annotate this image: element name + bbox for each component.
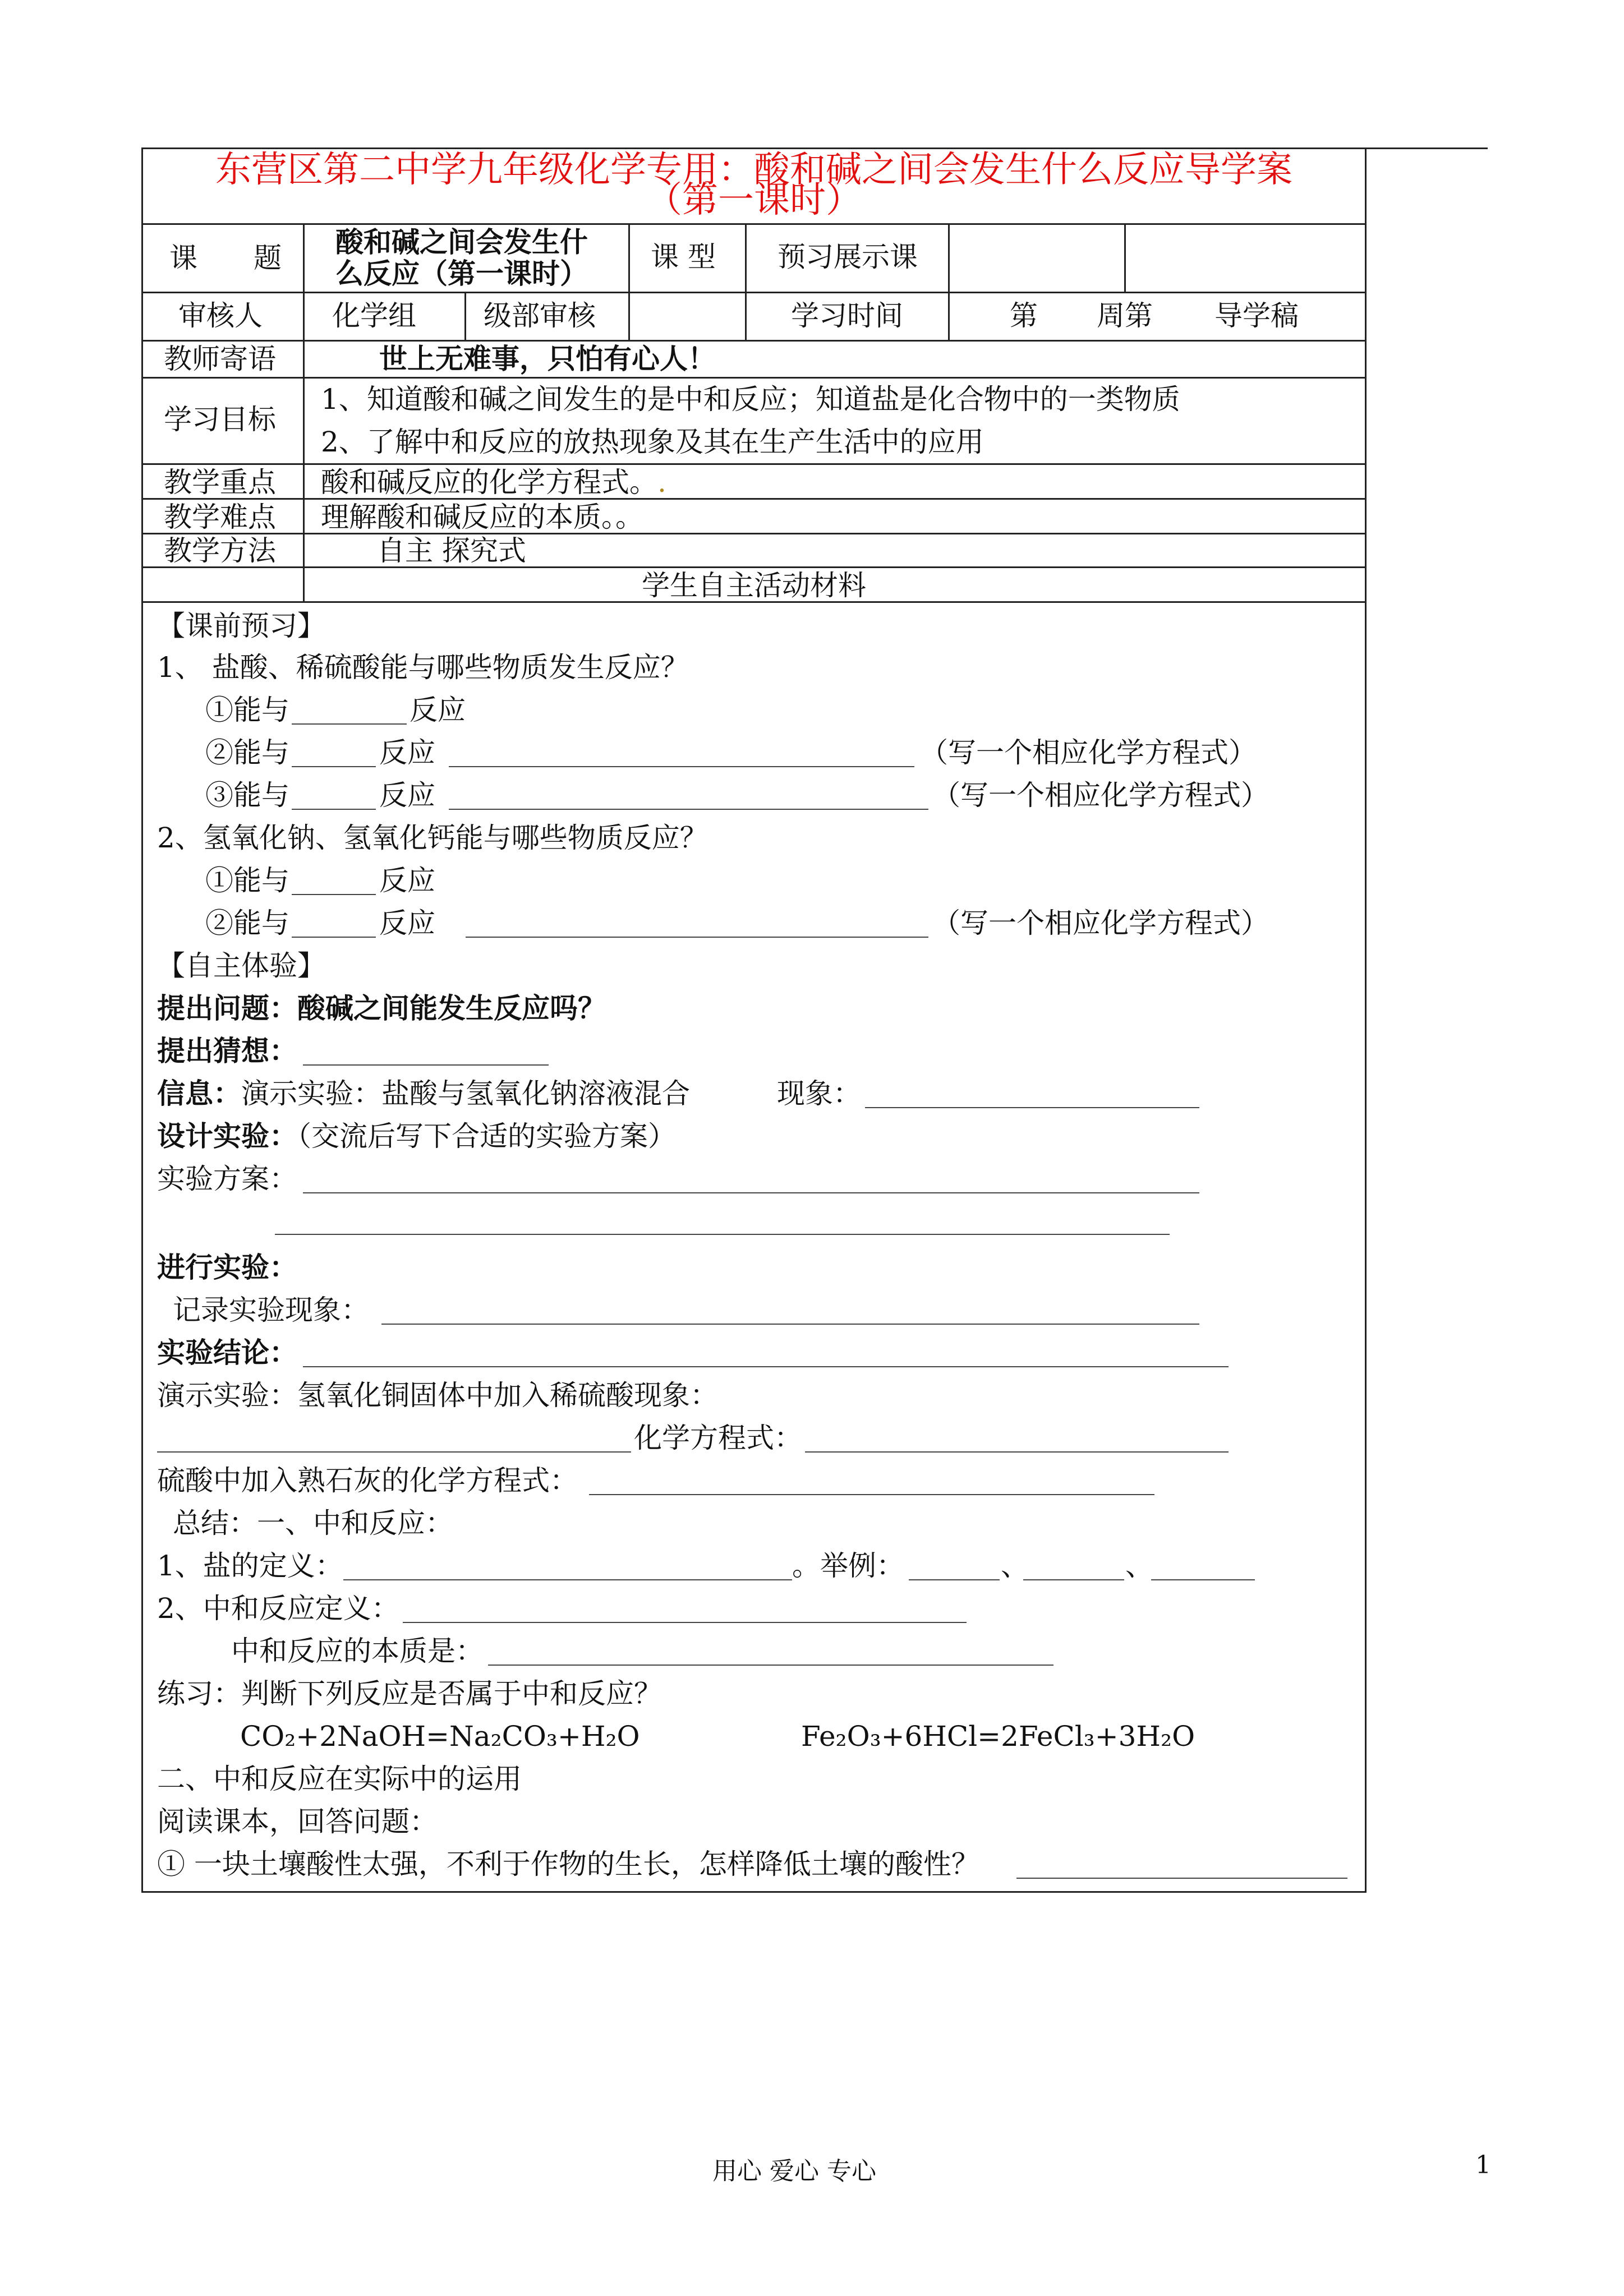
grid-line (464, 292, 466, 340)
blank-line[interactable] (488, 1665, 1053, 1666)
difficulty-value: 理解酸和碱反应的本质。。 (321, 501, 643, 533)
neutralization-definition-label: 2、中和反应定义： (157, 1592, 399, 1625)
blank-line[interactable] (1016, 1878, 1347, 1879)
key-point-value: 酸和碱反应的化学方程式。. (321, 466, 666, 499)
page-number: 1 (1475, 2151, 1491, 2179)
equation-1: CO₂+2NaOH=Na₂CO₃+H₂O (240, 1720, 640, 1753)
goals-label: 学习目标 (164, 403, 276, 436)
grid-line (141, 340, 1367, 342)
practice-question: 练习：判断下列反应是否属于中和反应？ (157, 1677, 662, 1710)
reviewer-value: 化学组 (332, 299, 416, 332)
blank-line[interactable] (303, 1192, 1199, 1193)
design-line: 设计实验：（交流后写下合适的实验方案） (157, 1119, 676, 1152)
blank-line[interactable] (1023, 1579, 1124, 1580)
salt-definition-label: 1、盐的定义： (157, 1550, 343, 1582)
summary-heading: 总结：一、中和反应： (173, 1507, 453, 1539)
blank-line[interactable] (909, 1579, 1000, 1580)
week-label: 周第 (1097, 299, 1153, 332)
blank-line[interactable] (466, 937, 928, 938)
blank-line[interactable] (343, 1579, 792, 1580)
separator: 、 (1001, 1550, 1029, 1582)
difficulty-label: 教学难点 (164, 501, 276, 533)
reviewer-label: 审核人 (178, 299, 263, 332)
grid-line (141, 292, 1367, 293)
preview-question-2: 2、氢氧化钠、氢氧化钙能与哪些物质反应？ (157, 822, 708, 854)
blank-line[interactable] (1151, 1579, 1255, 1580)
blank-line[interactable] (589, 1494, 1154, 1495)
equation-label: 化学方程式： (634, 1422, 802, 1454)
guess-label: 提出猜想： (157, 1034, 297, 1067)
blank-line[interactable] (292, 723, 407, 725)
grid-line (141, 377, 1367, 379)
key-point-label: 教学重点 (164, 466, 276, 499)
footer-motto: 用心 爱心 专心 (712, 2157, 876, 2186)
guide-label: 导学稿 (1214, 299, 1299, 332)
grid-line (948, 223, 950, 340)
blank-line[interactable] (303, 1366, 1229, 1367)
react-text: 反应 (379, 907, 435, 939)
grid-line (1124, 223, 1126, 292)
goal-1: 1、知道酸和碱之间发生的是中和反应；知道盐是化合物中的一类物质 (321, 383, 1180, 416)
week-prefix: 第 (1010, 299, 1038, 332)
blank-line[interactable] (449, 766, 914, 767)
blank-line[interactable] (805, 1451, 1229, 1453)
experience-heading: 【自主体验】 (157, 949, 325, 982)
stray-mark: . (657, 466, 666, 499)
document-title: 东营区第二中学九年级化学专用：酸和碱之间会发生什么反应导学案 (215, 149, 1292, 191)
write-equation-hint: （写一个相应化学方程式） (920, 736, 1257, 769)
application-heading: 二、中和反应在实际中的运用 (157, 1763, 522, 1795)
lesson-type-value: 预习展示课 (778, 241, 918, 273)
plan-label: 实验方案： (157, 1163, 297, 1195)
blank-line[interactable] (292, 894, 376, 895)
blank-line[interactable] (157, 1451, 631, 1453)
react-text: 反应 (410, 694, 466, 726)
react-text: 反应 (379, 779, 435, 812)
equation-2: Fe₂O₃+6HCl=2FeCl₃+3H₂O (801, 1720, 1195, 1753)
grid-line (628, 223, 630, 292)
example-label: 。举例： (792, 1550, 904, 1582)
topic-label: 课 题 (169, 242, 282, 274)
blank-line[interactable] (292, 809, 376, 810)
document-title-session: （第一课时） (646, 179, 862, 221)
grid-line (141, 566, 1367, 568)
blank-line[interactable] (292, 766, 376, 767)
grid-line (628, 292, 630, 340)
method-label: 教学方法 (164, 534, 276, 567)
q2-option-b: ②能与 (205, 907, 289, 939)
blank-line[interactable] (449, 809, 928, 810)
blank-line[interactable] (292, 937, 376, 938)
blank-line[interactable] (865, 1107, 1199, 1108)
blank-line[interactable] (381, 1324, 1199, 1325)
preview-heading: 【课前预习】 (157, 610, 325, 642)
q2-option-a: ①能与 (205, 864, 289, 897)
blank-line[interactable] (403, 1622, 967, 1623)
grid-line (303, 223, 305, 601)
teacher-message-label: 教师寄语 (164, 343, 276, 375)
react-text: 反应 (379, 864, 435, 897)
neutralization-essence-label: 中和反应的本质是： (231, 1635, 484, 1667)
topic-value-line2: 么反应（第一课时） (335, 257, 588, 290)
write-equation-hint: （写一个相应化学方程式） (932, 779, 1269, 812)
lesson-type-label: 课 型 (651, 241, 716, 273)
preview-question-1: 1、 盐酸、稀硫酸能与哪些物质发生反应？ (157, 651, 689, 684)
conclusion-label: 实验结论： (157, 1336, 297, 1369)
grid-line (141, 463, 1367, 465)
topic-value-line1: 酸和碱之间会发生什 (335, 225, 588, 259)
react-text: 反应 (379, 736, 435, 769)
soil-question: ① 一块土壤酸性太强，不利于作物的生长，怎样降低土壤的酸性？ (157, 1848, 979, 1880)
question-line: 提出问题：酸碱之间能发生反应吗？ (157, 992, 606, 1025)
goal-2: 2、了解中和反应的放热现象及其在生产生活中的应用 (321, 426, 984, 458)
teacher-message: 世上无难事，只怕有心人！ (379, 342, 716, 375)
method-value: 自主 探究式 (377, 534, 526, 567)
study-time-label: 学习时间 (791, 299, 903, 332)
blank-line[interactable] (275, 1234, 1170, 1235)
conduct-label: 进行实验： (157, 1251, 297, 1284)
info-line: 信息：演示实验：盐酸与氢氧化钠溶液混合 (157, 1077, 690, 1110)
q1-option-c: ③能与 (205, 779, 289, 812)
materials-heading: 学生自主活动材料 (642, 569, 866, 602)
grid-line (745, 223, 747, 340)
demo-2: 演示实验：氢氧化铜固体中加入稀硫酸现象： (157, 1379, 718, 1412)
separator: 、 (1125, 1550, 1153, 1582)
phenomenon-label: 现象： (777, 1077, 861, 1110)
grid-line (141, 223, 1367, 225)
record-label: 记录实验现象： (173, 1294, 369, 1326)
lime-equation-label: 硫酸中加入熟石灰的化学方程式： (157, 1464, 578, 1497)
reading-instruction: 阅读课本，回答问题： (157, 1805, 438, 1838)
blank-line[interactable] (303, 1064, 549, 1066)
write-equation-hint: （写一个相应化学方程式） (932, 907, 1269, 939)
q1-option-a: ①能与 (205, 694, 289, 726)
grade-review-label: 级部审核 (484, 299, 596, 332)
q1-option-b: ②能与 (205, 736, 289, 769)
